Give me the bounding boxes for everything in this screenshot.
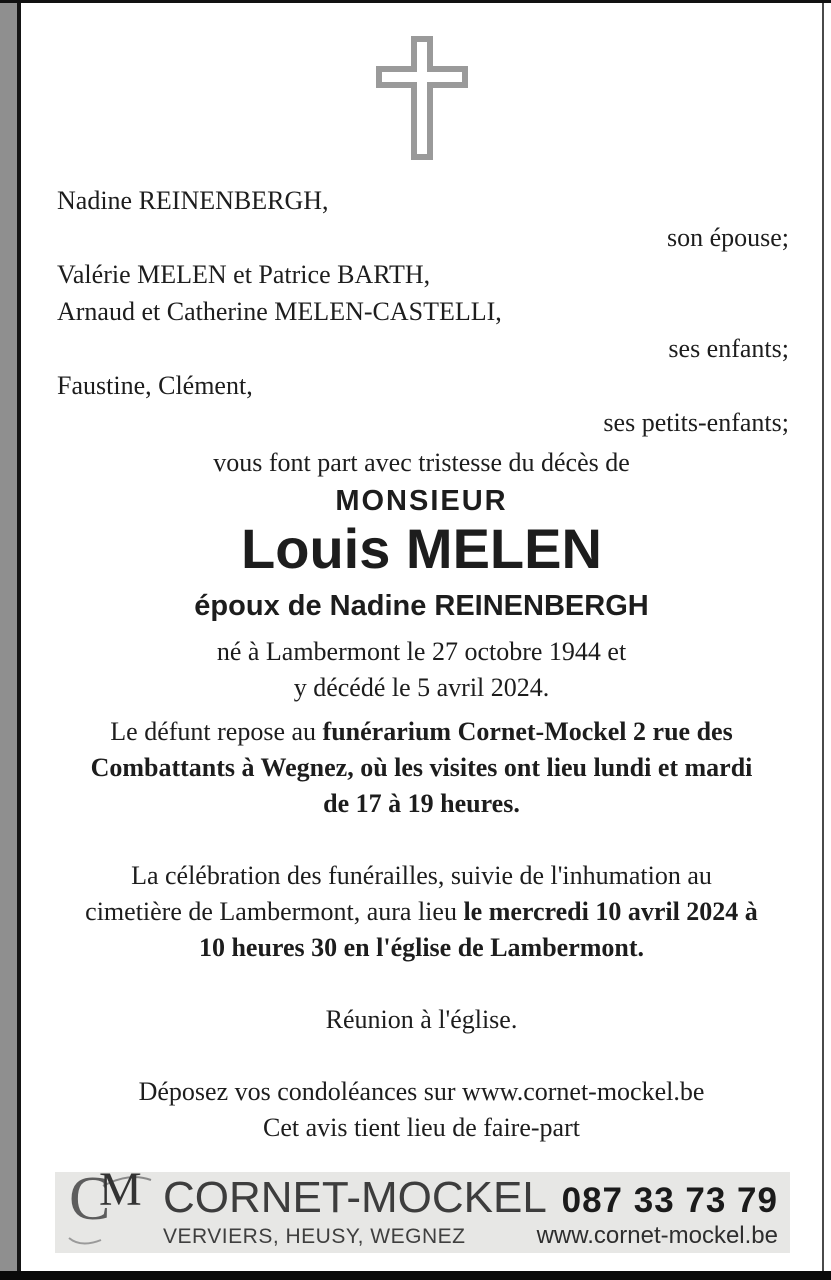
death-line: y décédé le 5 avril 2024.	[293, 673, 550, 702]
banner-row-1	[163, 1172, 778, 1222]
condolences-line: Déposez vos condoléances sur www.cornet-mockel.be	[138, 1077, 705, 1106]
honorific: MONSIEUR	[335, 485, 508, 517]
relation-label: ses enfants;	[668, 334, 789, 363]
relative-name: Faustine, Clément,	[57, 371, 253, 400]
repose-bold-text: funérarium Cornet-Mockel 2 rue des	[322, 717, 733, 746]
birth-line: né à Lambermont le 27 octobre 1944 et	[216, 637, 627, 666]
relative-name: Nadine REINENBERGH,	[57, 186, 329, 215]
spouse-line: époux de Nadine REINENBERGH	[194, 590, 649, 622]
meeting-line: Réunion à l'église.	[325, 1005, 518, 1034]
cross-wrap	[21, 3, 822, 160]
locations: VERVIERS, HEUSY, WEGNEZ	[163, 1224, 466, 1248]
ceremony-bold-text: 10 heures 30 en l'église de Lambermont.	[198, 933, 645, 962]
ceremony-paragraph	[21, 858, 822, 966]
right-border	[822, 3, 824, 1271]
latin-cross-icon	[376, 36, 468, 160]
relative-name: Valérie MELEN et Patrice BARTH,	[57, 260, 431, 289]
obituary-page	[21, 3, 822, 1271]
relation-label: ses petits-enfants;	[603, 408, 789, 437]
funeral-home-banner	[55, 1163, 790, 1253]
repose-line-1	[21, 714, 822, 750]
repose-bold-text: Combattants à Wegnez, où les visites ont lieu lundi et mardi	[90, 753, 753, 782]
phone-number: 087 33 73 79	[561, 1180, 778, 1220]
ceremony-line-3	[21, 930, 822, 966]
relation-label: son épouse;	[666, 223, 789, 252]
ceremony-bold-text: le mercredi 10 avril 2024 à	[463, 897, 758, 926]
repose-regular-text: Le défunt repose au	[110, 717, 323, 746]
relative-name: Arnaud et Catherine MELEN-CASTELLI,	[57, 297, 502, 326]
cornet-mockel-logo	[55, 1163, 163, 1253]
left-edge-band	[0, 3, 17, 1271]
ceremony-line-1	[21, 858, 822, 894]
bottom-border	[0, 1271, 831, 1280]
ceremony-regular-text: La célébration des funérailles, suivie de l'inhumation au	[131, 861, 712, 890]
birth-death-lines	[21, 634, 822, 706]
website: www.cornet-mockel.be	[536, 1221, 778, 1249]
notice-line: Cet avis tient lieu de faire-part	[263, 1113, 580, 1142]
repose-line-2	[21, 750, 822, 786]
repose-line-3	[21, 786, 822, 822]
relatives-list	[21, 182, 822, 441]
announcement-line: vous font part avec tristesse du décès de	[213, 448, 630, 477]
repose-paragraph	[21, 714, 822, 822]
ceremony-line-2	[21, 894, 822, 930]
banner-text	[163, 1172, 790, 1250]
repose-bold-text: de 17 à 19 heures.	[323, 789, 520, 818]
ceremony-regular-text: cimetière de Lambermont, aura lieu	[85, 897, 464, 926]
company-name: CORNET-MOCKEL	[163, 1172, 547, 1222]
banner-row-2	[163, 1222, 778, 1250]
deceased-name: Louis MELEN	[241, 517, 602, 580]
logo-letter-m: M	[99, 1163, 142, 1216]
logo-letter-c: C	[69, 1165, 111, 1233]
